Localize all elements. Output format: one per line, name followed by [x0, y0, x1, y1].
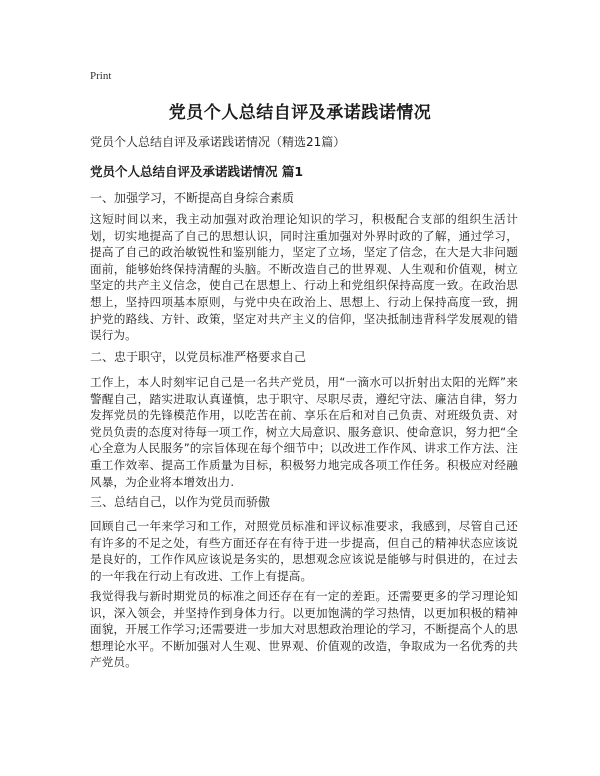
heading-1: 一、加强学习，不断提高自身综合素质	[90, 191, 295, 205]
paragraph-3: 回顾自己一年来学习和工作，对照党员标准和评议标准要求，我感到，尽管自己还有许多的不足之处，有些方面还存在有待于进一步提高，但自己的精神状态应该说是良好的，工作作风应该说是务实的，思想观念应该说是能够与时俱进的，在过去的一年我在行动上有改进、工作上有提高。	[90, 519, 518, 583]
heading-2: 二、忠于职守，以党员标准严格要求自己	[90, 350, 307, 364]
paragraph-2: 工作上，本人时刻牢记自己是一名共产党员，用“一滴水可以折射出太阳的光辉”来警醒自己，踏实进取认真谨慎，忠于职守、尽职尽责，遵纪守法、廉洁自律，努力发挥党员的先锋模范作用，以吃苦在前、享乐在后和对自己负责、对班级负责、对党员负责的态度对待每一项工作，树立大局意识、服务意识、使命意识，努力把“全心全意为人民服务”的宗旨体现在每个细节中；以改进工作作风、讲求工作方法、注重工作效率、提高工作质量为目标，积极努力地完成各项工作任务。积极应对经融风暴，为企业将本增效出力.	[90, 375, 518, 489]
paragraph-4: 我觉得我与新时期党员的标准之间还存在有一定的差距。还需要更多的学习理论知识，深入领会，并坚持作到身体力行。以更加饱满的学习热情，以更加积极的精神面貌，开展工作学习;还需要进一步加大对思想政治理论的学习，不断提高个人的思想理论水平。不断加强对人生观、世界观、价值观的改造，争取成为一名优秀的共产党员。	[90, 589, 518, 670]
section-title: 党员个人总结自评及承诺践诺情况 篇1	[90, 164, 304, 179]
document-subtitle: 党员个人总结自评及承诺践诺情况（精选21篇）	[90, 135, 346, 149]
document-title: 党员个人总结自评及承诺践诺情况	[168, 103, 432, 123]
print-label: Print	[90, 70, 112, 82]
paragraph-1: 这短时间以来，我主动加强对政治理论知识的学习，积极配合支部的组织生活计划，切实地提高了自己的思想认识，同时注重加强对外界时政的了解，通过学习，提高了自己的政治敏锐性和鉴别能力，坚定了立场，坚定了信念，在大是大非问题面前，能够始终保持清醒的头脑。不断改造自己的世界观、人生观和价值观，树立坚定的共产主义信念，使自己在思想上、行动上和党组织保持高度一致。在政治思想上，坚持四项基本原则，与党中央在政治上、思想上、行动上保持高度一致，拥护党的路线、方针、政策，坚定对共产主义的信仰，坚决抵制违背科学发展观的错误行为。	[90, 212, 518, 343]
heading-3: 三、总结自己，以作为党员而骄傲	[90, 495, 271, 509]
